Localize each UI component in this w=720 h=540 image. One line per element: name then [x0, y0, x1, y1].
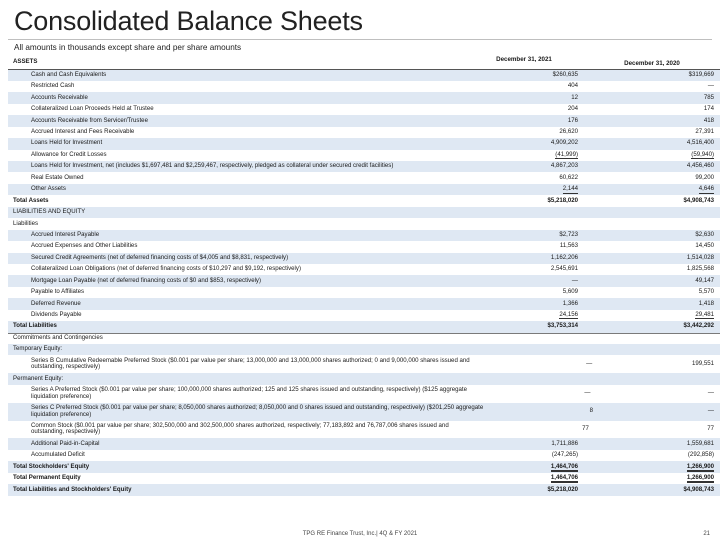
value-2021: 1,464,706 [464, 464, 584, 471]
table-row [8, 230, 720, 241]
value-2020: 1,514,028 [686, 253, 714, 261]
section-heading-row [8, 333, 720, 344]
table-row [8, 403, 720, 421]
value-2020: 1,825,568 [686, 265, 714, 273]
row-label: Accrued Interest and Fees Receivable [31, 128, 135, 136]
value-2020: $4,908,743 [683, 485, 714, 493]
value-2020: 418 [703, 116, 714, 124]
value-2020: — [707, 389, 714, 397]
row-label: Total Liabilities [13, 322, 57, 330]
table-row [8, 421, 720, 439]
total-row [8, 484, 720, 495]
table-row [8, 161, 720, 172]
total-row [8, 461, 720, 472]
row-label: Collateralized Loan Obligations (net of deferred financing costs of $10,297 and $9,192, respectively) [31, 265, 301, 273]
value-2020: 29,481 [695, 311, 714, 319]
row-label: Accounts Receivable from Servicer/Trustee [31, 116, 148, 124]
value-2021: 1,162,206 [550, 253, 578, 261]
page-title: Consolidated Balance Sheets [14, 6, 363, 36]
value-2021: 4,909,202 [550, 139, 578, 147]
value-2020: 4,456,460 [686, 162, 714, 170]
value-2021: (247,265) [551, 451, 578, 459]
value-2020: 199,551 [691, 360, 714, 368]
value-2021: — [586, 360, 593, 368]
page-number: 21 [703, 531, 710, 537]
value-2020: 27,391 [695, 128, 714, 136]
row-label: Restricted Cash [31, 82, 75, 90]
row-label: Permanent Equity: [13, 374, 64, 382]
value-2020: 1,266,900 [584, 464, 720, 471]
value-2020: $3,442,292 [683, 322, 714, 330]
value-2021: 12 [571, 93, 578, 101]
row-label: Allowance for Credit Losses [31, 150, 107, 158]
table-row [8, 172, 720, 183]
row-label: Accumulated Deficit [31, 451, 85, 459]
table-row [8, 184, 720, 195]
row-label: Series B Cumulative Redeemable Preferred Stock ($0.001 par value per share; 13,000,000 and 13,000,000 shares authorized; 0 and 9,000,000 shares issued and outstanding, respectively) [31, 356, 470, 371]
table-row [8, 81, 720, 92]
value-2021: 5,609 [562, 288, 578, 296]
total-row [8, 473, 720, 484]
table-row [8, 298, 720, 309]
row-label: Loans Held for Investment, net (includes $1,697,481 and $2,259,467, respectively, pledged as collateral under secured credit facilities) [31, 162, 394, 170]
value-2021: $3,753,314 [547, 322, 578, 330]
row-label: Other Assets [31, 185, 66, 193]
row-label: Series A Preferred Stock ($0.001 par value per share; 100,000,000 shares authorized; 125 and 125 shares issued and outstanding, respectively) ($125 aggregate liquidation preference) [31, 386, 467, 400]
page-subtitle: All amounts in thousands except share and per share amounts [14, 43, 242, 52]
value-2021: 77 [582, 425, 589, 433]
total-row [8, 321, 720, 332]
table-row [8, 92, 720, 103]
balance-sheet-table [8, 57, 720, 496]
section-heading-row [8, 218, 720, 229]
page-footer: TPG RE Finance Trust, Inc.| 4Q & FY 2021 [302, 531, 418, 537]
value-2020: $4,908,743 [683, 196, 714, 204]
value-2021: 176 [567, 116, 578, 124]
table-row [8, 385, 720, 403]
value-2021: — [571, 276, 578, 284]
title-divider [8, 39, 712, 40]
row-label: Deferred Revenue [31, 299, 81, 307]
table-row [8, 438, 720, 449]
value-2021: (41,999) [555, 150, 578, 158]
value-2020: 77 [707, 425, 714, 433]
row-label: Total Stockholders' Equity [13, 462, 90, 470]
row-label: Accrued Expenses and Other Liabilities [31, 242, 138, 250]
table-row [8, 115, 720, 126]
table-row [8, 241, 720, 252]
value-2020: (59,940) [691, 150, 714, 158]
assets-header: ASSETS [13, 58, 38, 66]
value-2021: 11,563 [559, 242, 578, 250]
value-2020: 49,147 [695, 276, 714, 284]
value-2021: 2,545,691 [550, 265, 578, 273]
row-label: Collateralized Loan Proceeds Held at Trustee [31, 105, 154, 113]
value-2020: $2,630 [695, 230, 714, 238]
value-2020: — [707, 82, 714, 90]
value-2021: — [584, 389, 591, 397]
value-2020: 1,559,681 [686, 439, 714, 447]
row-label: Total Liabilities and Stockholders' Equity [13, 485, 132, 493]
section-heading-row [8, 207, 720, 218]
value-2020: 14,450 [695, 242, 714, 250]
table-row [8, 150, 720, 161]
table-row [8, 287, 720, 298]
value-2021: $2,723 [559, 230, 578, 238]
value-2020: 4,516,400 [686, 139, 714, 147]
value-2020: 1,418 [698, 299, 714, 307]
row-label: Accrued Interest Payable [31, 230, 100, 238]
row-label: Dividends Payable [31, 311, 82, 319]
row-label: Secured Credit Agreements (net of deferred financing costs of $4,005 and $8,831, respectively) [31, 253, 289, 261]
table-row [8, 127, 720, 138]
row-label: Series C Preferred Stock ($0.001 par value per share; 8,050,000 shares authorized; 8,050,000 and 0 shares issued and outstanding, respectively) ($201,250 aggregate liquidation preference) [31, 403, 484, 418]
value-2021: 404 [567, 82, 578, 90]
value-2021: $260,635 [552, 70, 578, 78]
column-header-2021: December 31, 2021 [496, 56, 552, 64]
value-2021: 60,622 [559, 173, 578, 181]
row-label: Mortgage Loan Payable (net of deferred financing costs of $0 and $853, respectively) [31, 276, 262, 284]
row-label: Commitments and Contingencies [13, 334, 103, 342]
table-row [8, 275, 720, 286]
value-2021: 204 [567, 105, 578, 113]
value-2020: 5,570 [698, 288, 714, 296]
row-label: Temporary Equity: [13, 345, 63, 353]
table-row [8, 104, 720, 115]
row-label: Liabilities [13, 219, 39, 227]
value-2020: (292,858) [687, 451, 714, 459]
row-label: Total Permanent Equity [13, 474, 81, 482]
value-2021: $5,218,020 [547, 196, 578, 204]
section-heading-row [8, 344, 720, 355]
value-2021: 8 [589, 407, 593, 415]
column-header-2020: December 31, 2020 [624, 60, 680, 68]
row-label: Accounts Receivable [31, 93, 88, 101]
value-2021: 24,156 [559, 311, 578, 319]
value-2020: 99,200 [695, 173, 714, 181]
row-label: Real Estate Owned [31, 173, 84, 181]
value-2020: — [707, 407, 715, 415]
total-row [8, 195, 720, 206]
value-2021: 4,867,203 [550, 162, 578, 170]
row-label: Additional Paid-in-Capital [31, 439, 100, 447]
value-2021: 26,620 [559, 128, 578, 136]
value-2020: 785 [703, 93, 714, 101]
row-label: Total Assets [13, 196, 49, 204]
value-2021: 1,464,706 [464, 475, 584, 482]
value-2021: 2,144 [562, 185, 578, 193]
row-label: LIABILITIES AND EQUITY [13, 208, 86, 216]
table-row [8, 310, 720, 321]
table-header-row [8, 57, 720, 70]
table-row [8, 138, 720, 149]
value-2020: 4,646 [698, 185, 714, 193]
table-row [8, 70, 720, 81]
table-row [8, 253, 720, 264]
row-label: Common Stock ($0.001 par value per share; 302,500,000 and 302,500,000 shares authorized, respectively; 77,183,892 and 76,787,006 shares issued and outstanding, respectively) [31, 421, 449, 436]
value-2020: $319,669 [688, 70, 714, 78]
row-label: Loans Held for Investment [31, 139, 103, 147]
table-row [8, 355, 720, 373]
table-row [8, 450, 720, 461]
value-2020: 174 [703, 105, 714, 113]
row-label: Payable to Affiliates [31, 288, 85, 296]
section-heading-row [8, 373, 720, 384]
value-2020: 1,266,900 [584, 475, 720, 482]
table-row [8, 264, 720, 275]
value-2021: $5,218,020 [547, 485, 578, 493]
value-2021: 1,711,886 [551, 439, 578, 447]
row-label: Cash and Cash Equivalents [31, 70, 107, 78]
value-2021: 1,366 [562, 299, 578, 307]
